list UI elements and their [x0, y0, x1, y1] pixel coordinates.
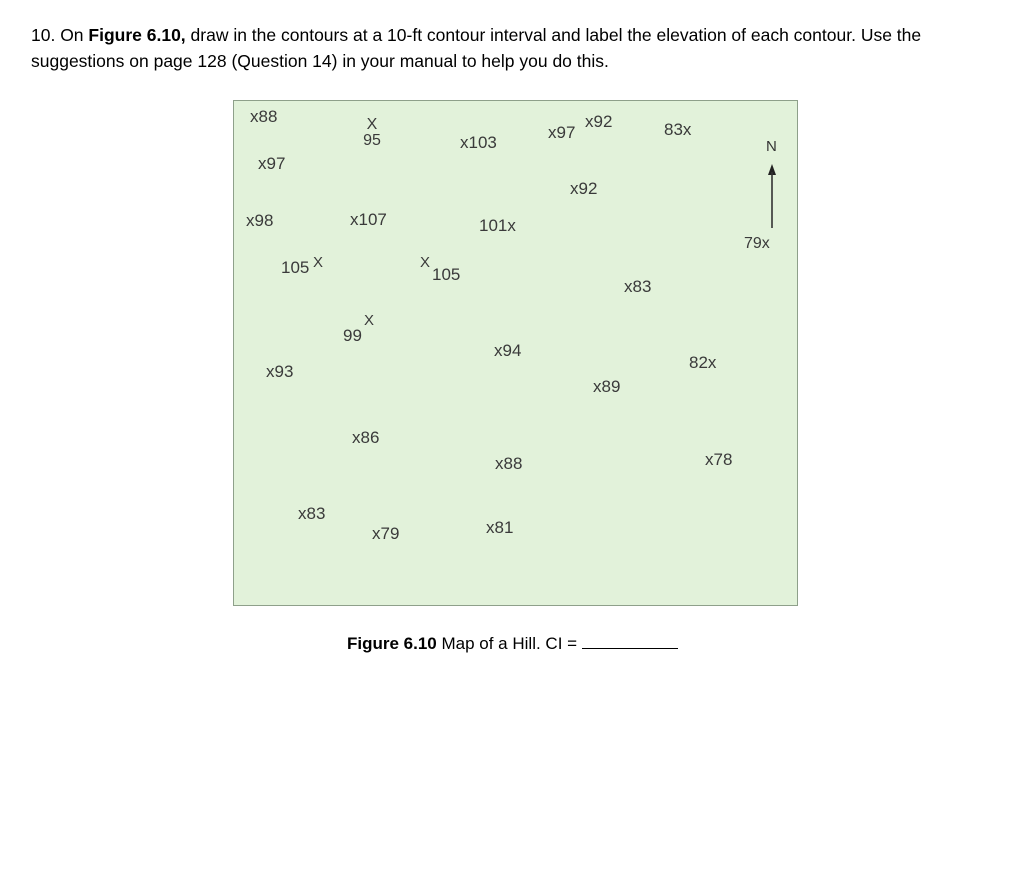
spot-marker: X: [366, 116, 378, 133]
spot-elevation: x86: [352, 428, 380, 447]
spot-elevation: x107: [350, 210, 387, 229]
spot-elevation: 105: [432, 265, 461, 284]
spot-elevation: x83: [298, 504, 326, 523]
north-arrow: [762, 138, 792, 233]
spot-elevation: x81: [486, 518, 514, 537]
spot-elevation: x94: [494, 341, 522, 360]
spot-elevation: x103: [460, 133, 497, 152]
spot-elevation: 83x: [664, 120, 692, 139]
north-label: N: [766, 138, 777, 155]
spot-elevation: 95: [363, 132, 381, 149]
spot-elevation: 105: [281, 258, 310, 277]
spot-elevation: x98: [246, 211, 274, 230]
spot-elevation: x93: [266, 362, 294, 381]
spot-elevation: 82x: [689, 353, 717, 372]
spot-elevation: x78: [705, 450, 733, 469]
spot-elevation: x97: [548, 123, 576, 142]
spot-elevation: x83: [624, 277, 652, 296]
question-body: draw in the contours at a 10-ft contour interval and label the elevation of each contour. Use the suggestions on page 128 (Question 14) in your manual to help you do this.: [31, 25, 922, 71]
figure-reference: Figure 6.10,: [88, 25, 186, 45]
north-arrow-icon: [762, 138, 792, 233]
caption-text: Map of a Hill. CI =: [436, 634, 582, 653]
spot-marker: X: [364, 312, 375, 329]
ci-answer-blank[interactable]: [582, 634, 678, 649]
spot-elevation-stack: [360, 117, 384, 149]
question-text: [31, 22, 991, 74]
spot-elevation: x92: [570, 179, 598, 198]
spot-elevation: x88: [495, 454, 523, 473]
spot-elevation: x79: [372, 524, 400, 543]
spot-marker: X: [313, 254, 324, 271]
spot-elevation: x97: [258, 154, 286, 173]
spot-elevation: x92: [585, 112, 613, 131]
spot-marker: X: [420, 254, 431, 271]
figure-caption: [347, 633, 678, 655]
spot-elevation: 101x: [479, 216, 516, 235]
spot-elevation: x88: [250, 107, 278, 126]
spot-elevation: 79x: [744, 235, 770, 252]
spot-elevation: 99: [343, 326, 362, 345]
question-number: 10. On: [31, 25, 89, 45]
spot-elevation: x89: [593, 377, 621, 396]
caption-figure-label: Figure 6.10: [347, 634, 437, 653]
